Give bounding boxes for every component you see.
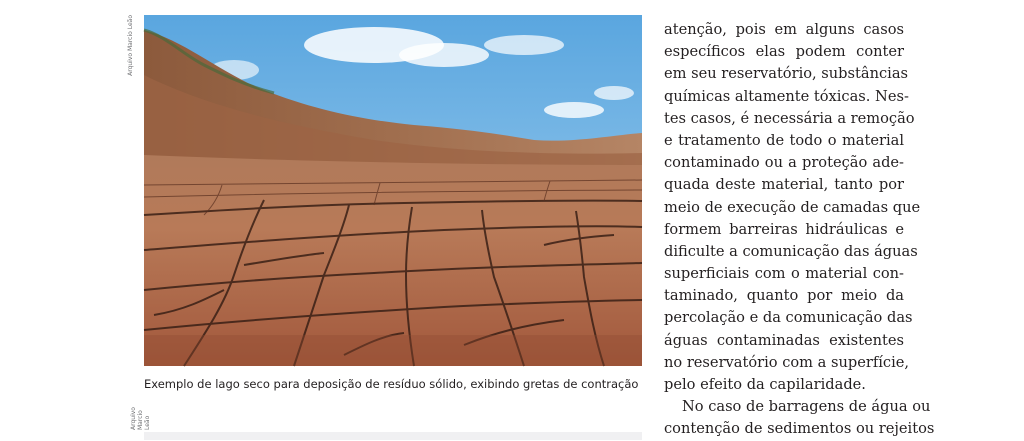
body-text-column (664, 19, 935, 441)
body-line: dificulte a comunicação das águas (664, 242, 918, 260)
body-line: taminado, quanto por meio da (664, 287, 904, 305)
body-line: tes casos, é necessária a remoção (664, 109, 915, 127)
next-photo-credit (130, 407, 151, 440)
photo-credit (127, 15, 139, 165)
body-line: contenção de sedimentos ou rejeitos (664, 420, 935, 438)
body-line: químicas altamente tóxicas. Nes- (664, 87, 909, 105)
photo-caption: Exemplo de lago seco para deposição de resíduo sólido, exibindo gretas de contração (144, 377, 639, 391)
body-line: quada deste material, tanto por (664, 176, 904, 194)
body-line: superficiais com o material con- (664, 265, 904, 283)
body-line: No caso de barragens de água ou (682, 398, 931, 416)
body-line: percolação e da comunicação das (664, 309, 913, 327)
body-line: em seu reservatório, substâncias (664, 65, 909, 83)
next-photo-top-edge (144, 432, 642, 440)
body-line: no reservatório com a superfície, (664, 353, 910, 371)
body-line: específicos elas podem conter (664, 43, 904, 61)
dry-lake-image (144, 15, 642, 366)
body-line: e tratamento de todo o material (664, 131, 904, 149)
photo-credit-text: Arquivo Marcio Leão (127, 15, 134, 76)
body-line: águas contaminadas existentes (664, 331, 904, 349)
body-line: pelo efeito da capilaridade. (664, 376, 866, 393)
dry-lake-photo (144, 15, 642, 366)
body-line: formem barreiras hidráulicas e (664, 220, 904, 238)
body-line: contaminado ou a proteção ade- (664, 154, 904, 172)
body-line: meio de execução de camadas que (664, 198, 921, 216)
body-line: atenção, pois em alguns casos (664, 21, 904, 38)
next-photo-credit-text: Arquivo Marcio Leão (130, 407, 151, 430)
